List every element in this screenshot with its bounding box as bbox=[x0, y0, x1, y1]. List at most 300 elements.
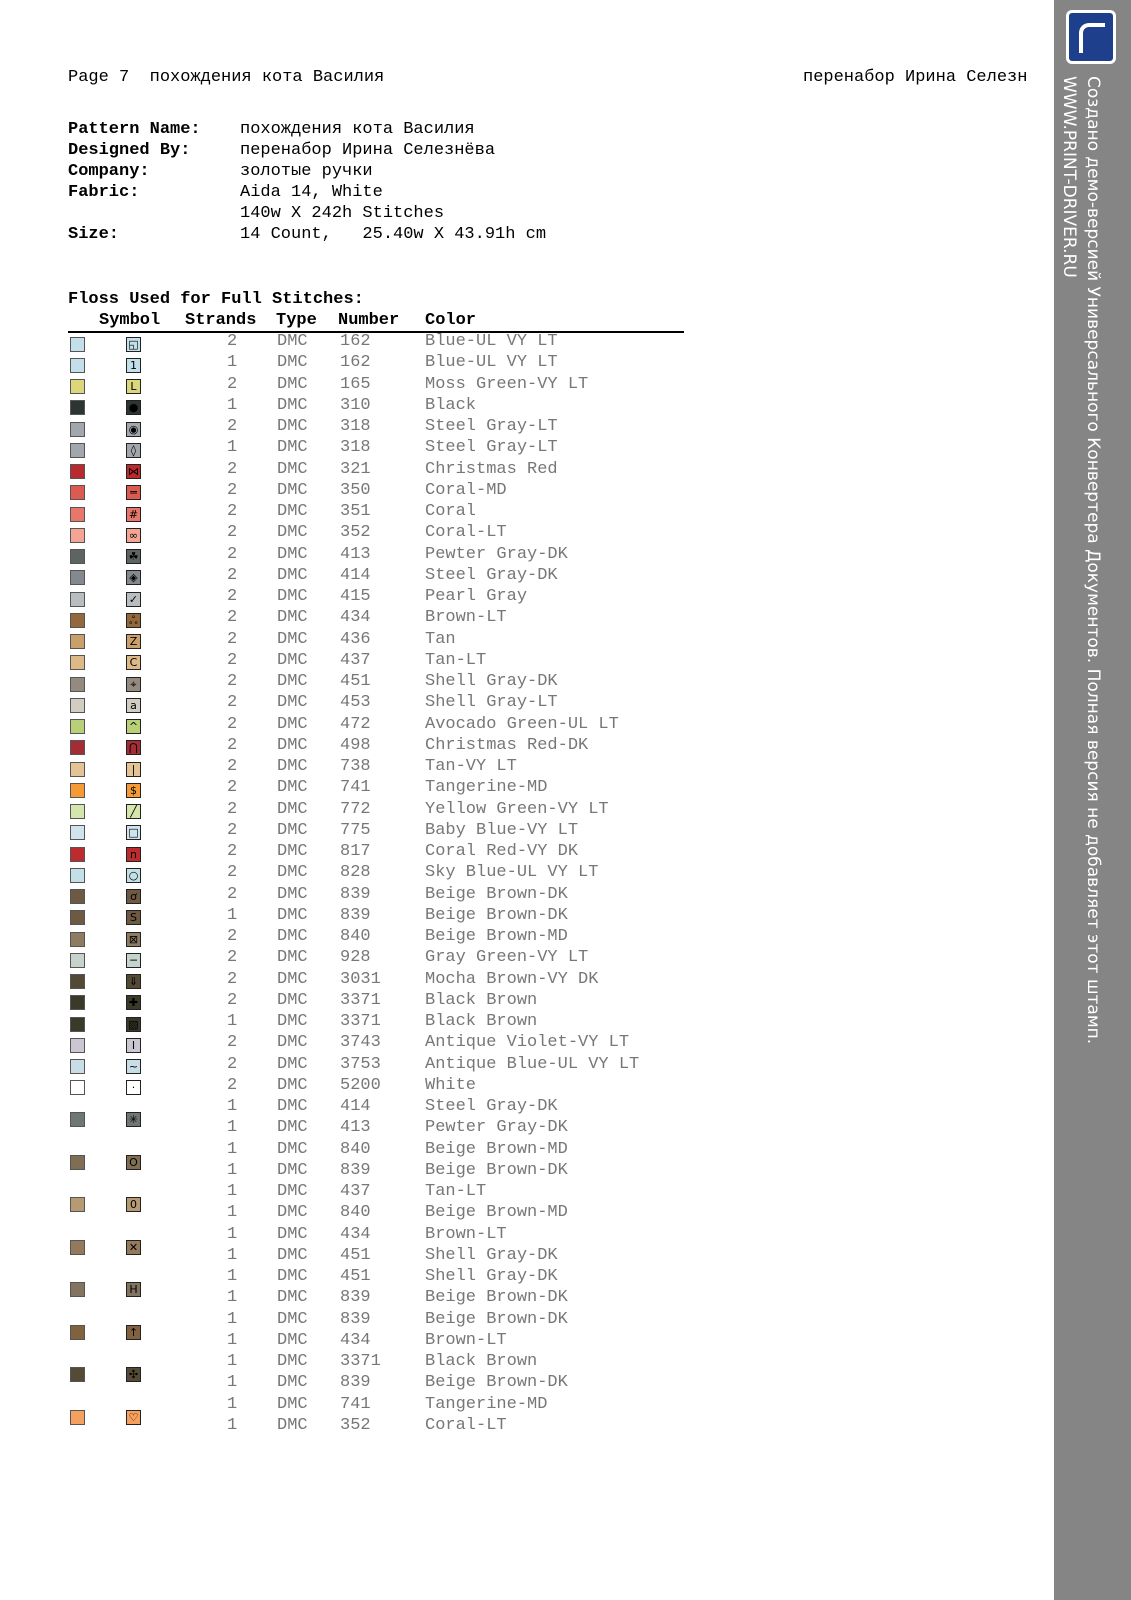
floss-type: DMC bbox=[277, 948, 308, 968]
info-value-company: золотые ручки bbox=[240, 162, 373, 181]
color-swatch bbox=[70, 570, 85, 585]
floss-type: DMC bbox=[277, 1267, 308, 1286]
floss-number: 321 bbox=[340, 459, 371, 479]
color-swatch bbox=[70, 613, 85, 628]
floss-color-name: Black Brown bbox=[425, 1352, 538, 1371]
floss-type: DMC bbox=[277, 1097, 308, 1116]
floss-number: 415 bbox=[340, 587, 371, 606]
floss-color-name: Steel Gray-LT bbox=[425, 438, 558, 458]
color-swatch bbox=[70, 1325, 85, 1340]
floss-type: DMC bbox=[277, 438, 308, 458]
floss-number: 453 bbox=[340, 693, 371, 713]
floss-strands: 2 bbox=[227, 842, 238, 861]
floss-color-name: Tan bbox=[425, 629, 456, 649]
stitch-symbol-icon: · bbox=[126, 1080, 141, 1095]
color-swatch bbox=[70, 783, 85, 798]
floss-type: DMC bbox=[277, 502, 308, 521]
floss-number: 472 bbox=[340, 714, 371, 734]
color-swatch bbox=[70, 464, 85, 479]
converter-logo-icon bbox=[1066, 10, 1116, 64]
floss-number: 741 bbox=[340, 1394, 371, 1414]
stitch-symbol-icon: ◈ bbox=[126, 570, 141, 585]
floss-type: DMC bbox=[277, 1054, 308, 1074]
color-swatch bbox=[70, 1155, 85, 1170]
info-label-company: Company: bbox=[68, 162, 150, 181]
floss-type: DMC bbox=[277, 1330, 308, 1350]
stitch-symbol-icon: ⋂ bbox=[126, 740, 141, 755]
info-label-designed-by: Designed By: bbox=[68, 141, 191, 160]
floss-strands: 2 bbox=[227, 969, 238, 989]
floss-color-name: Coral-LT bbox=[425, 523, 507, 543]
floss-strands: 1 bbox=[227, 905, 238, 925]
stitch-symbol-icon: 0 bbox=[126, 1197, 141, 1212]
floss-strands: 1 bbox=[227, 353, 238, 373]
floss-strands: 1 bbox=[227, 1139, 238, 1159]
floss-type: DMC bbox=[277, 417, 308, 436]
stitch-symbol-icon: O bbox=[126, 1155, 141, 1170]
stitch-symbol-icon: ஃ bbox=[126, 613, 141, 628]
floss-color-name: Pewter Gray-DK bbox=[425, 544, 568, 564]
stitch-symbol-icon: ⊠ bbox=[126, 932, 141, 947]
color-swatch bbox=[70, 592, 85, 607]
floss-color-name: Beige Brown-DK bbox=[425, 884, 568, 904]
floss-color-name: Beige Brown-MD bbox=[425, 1139, 568, 1159]
floss-color-name: Coral-MD bbox=[425, 480, 507, 500]
floss-strands: 2 bbox=[227, 990, 238, 1010]
floss-color-name: Blue-UL VY LT bbox=[425, 332, 558, 351]
color-swatch bbox=[70, 1059, 85, 1074]
floss-strands: 1 bbox=[227, 1097, 238, 1116]
floss-number: 3743 bbox=[340, 1033, 381, 1053]
stitch-symbol-icon: ▧ bbox=[126, 1017, 141, 1032]
floss-strands: 2 bbox=[227, 820, 238, 840]
floss-type: DMC bbox=[277, 735, 308, 755]
floss-number: 434 bbox=[340, 608, 371, 628]
floss-number: 318 bbox=[340, 417, 371, 436]
floss-strands: 2 bbox=[227, 1075, 238, 1095]
floss-strands: 2 bbox=[227, 863, 238, 883]
column-header-color: Color bbox=[425, 311, 477, 330]
floss-type: DMC bbox=[277, 884, 308, 904]
floss-number: 162 bbox=[340, 353, 371, 373]
floss-strands: 1 bbox=[227, 1118, 238, 1138]
floss-color-name: Shell Gray-DK bbox=[425, 1267, 558, 1286]
color-swatch bbox=[70, 889, 85, 904]
floss-type: DMC bbox=[277, 565, 308, 585]
stitch-symbol-icon: ● bbox=[126, 400, 141, 415]
color-swatch bbox=[70, 953, 85, 968]
info-value-designed-by: перенабор Ирина Селезнёва bbox=[240, 141, 496, 160]
color-swatch bbox=[70, 677, 85, 692]
floss-type: DMC bbox=[277, 353, 308, 373]
stitch-symbol-icon: ✚ bbox=[126, 995, 141, 1010]
floss-type: DMC bbox=[277, 778, 308, 798]
stitch-symbol-icon: ─ bbox=[126, 953, 141, 968]
stitch-symbol-icon: L bbox=[126, 379, 141, 394]
floss-strands: 2 bbox=[227, 332, 238, 351]
floss-color-name: Steel Gray-DK bbox=[425, 565, 558, 585]
stitch-symbol-icon: 1 bbox=[126, 358, 141, 373]
floss-color-name: Steel Gray-DK bbox=[425, 1097, 558, 1116]
floss-strands: 2 bbox=[227, 948, 238, 968]
floss-strands: 2 bbox=[227, 714, 238, 734]
color-swatch bbox=[70, 443, 85, 458]
floss-strands: 1 bbox=[227, 1182, 238, 1201]
stitch-symbol-icon: ○ bbox=[126, 868, 141, 883]
floss-number: 840 bbox=[340, 927, 371, 946]
color-swatch bbox=[70, 528, 85, 543]
color-swatch bbox=[70, 868, 85, 883]
color-swatch bbox=[70, 932, 85, 947]
floss-number: 414 bbox=[340, 565, 371, 585]
floss-number: 451 bbox=[340, 1267, 371, 1286]
floss-type: DMC bbox=[277, 480, 308, 500]
floss-color-name: Coral Red-VY DK bbox=[425, 842, 579, 861]
floss-type: DMC bbox=[277, 842, 308, 861]
floss-strands: 2 bbox=[227, 1054, 238, 1074]
floss-strands: 1 bbox=[227, 1224, 238, 1244]
stitch-symbol-icon: C bbox=[126, 655, 141, 670]
info-label-size: Size: bbox=[68, 225, 120, 244]
floss-strands: 2 bbox=[227, 544, 238, 564]
color-swatch bbox=[70, 1197, 85, 1212]
color-swatch bbox=[70, 740, 85, 755]
floss-color-name: Christmas Red bbox=[425, 459, 558, 479]
color-swatch bbox=[70, 698, 85, 713]
floss-color-name: Brown-LT bbox=[425, 1224, 507, 1244]
color-swatch bbox=[70, 1410, 85, 1425]
floss-type: DMC bbox=[277, 757, 308, 776]
floss-type: DMC bbox=[277, 629, 308, 649]
header-left: Page 7 похождения кота Василия bbox=[68, 68, 385, 87]
floss-strands: 1 bbox=[227, 1330, 238, 1350]
color-swatch bbox=[70, 358, 85, 373]
floss-strands: 1 bbox=[227, 1309, 238, 1329]
floss-strands: 1 bbox=[227, 1245, 238, 1265]
floss-strands: 2 bbox=[227, 757, 238, 776]
stitch-symbol-icon: ⌖ bbox=[126, 677, 141, 692]
floss-color-name: Tan-LT bbox=[425, 650, 487, 670]
color-swatch bbox=[70, 634, 85, 649]
floss-color-name: White bbox=[425, 1075, 477, 1095]
floss-number: 310 bbox=[340, 395, 371, 415]
floss-type: DMC bbox=[277, 1288, 308, 1308]
floss-strands: 1 bbox=[227, 1267, 238, 1286]
floss-number: 839 bbox=[340, 1160, 371, 1180]
color-swatch bbox=[70, 910, 85, 925]
color-swatch bbox=[70, 762, 85, 777]
floss-number: 741 bbox=[340, 778, 371, 798]
floss-strands: 2 bbox=[227, 608, 238, 628]
floss-number: 436 bbox=[340, 629, 371, 649]
floss-number: 828 bbox=[340, 863, 371, 883]
floss-number: 351 bbox=[340, 502, 371, 521]
stitch-symbol-icon: ◊ bbox=[126, 443, 141, 458]
floss-color-name: Black Brown bbox=[425, 1012, 538, 1031]
floss-type: DMC bbox=[277, 1160, 308, 1180]
column-header-symbol: Symbol bbox=[99, 311, 161, 330]
floss-type: DMC bbox=[277, 544, 308, 564]
floss-strands: 2 bbox=[227, 693, 238, 713]
color-swatch bbox=[70, 804, 85, 819]
floss-strands: 2 bbox=[227, 565, 238, 585]
stitch-symbol-icon: ◉ bbox=[126, 422, 141, 437]
floss-number: 738 bbox=[340, 757, 371, 776]
floss-color-name: Moss Green-VY LT bbox=[425, 374, 589, 394]
floss-number: 413 bbox=[340, 544, 371, 564]
column-header-strands: Strands bbox=[185, 311, 257, 330]
stitch-symbol-icon: ^ bbox=[126, 719, 141, 734]
info-label-fabric: Fabric: bbox=[68, 183, 140, 202]
color-swatch bbox=[70, 847, 85, 862]
color-swatch bbox=[70, 825, 85, 840]
color-swatch bbox=[70, 337, 85, 352]
floss-color-name: Sky Blue-UL VY LT bbox=[425, 863, 599, 883]
floss-color-name: Brown-LT bbox=[425, 1330, 507, 1350]
color-swatch bbox=[70, 379, 85, 394]
floss-strands: 1 bbox=[227, 1394, 238, 1414]
floss-type: DMC bbox=[277, 587, 308, 606]
floss-strands: 2 bbox=[227, 374, 238, 394]
floss-type: DMC bbox=[277, 459, 308, 479]
floss-number: 3371 bbox=[340, 990, 381, 1010]
floss-color-name: Coral-LT bbox=[425, 1415, 507, 1435]
floss-type: DMC bbox=[277, 693, 308, 713]
stitch-symbol-icon: ✣ bbox=[126, 1367, 141, 1382]
watermark-stamp bbox=[1054, 0, 1131, 1600]
floss-strands: 2 bbox=[227, 629, 238, 649]
color-swatch bbox=[70, 507, 85, 522]
floss-type: DMC bbox=[277, 395, 308, 415]
floss-strands: 2 bbox=[227, 523, 238, 543]
floss-number: 928 bbox=[340, 948, 371, 968]
stitch-symbol-icon: n bbox=[126, 847, 141, 862]
floss-strands: 2 bbox=[227, 799, 238, 819]
floss-color-name: Beige Brown-DK bbox=[425, 1373, 568, 1393]
floss-color-name: Shell Gray-LT bbox=[425, 693, 558, 713]
floss-number: 498 bbox=[340, 735, 371, 755]
info-value-size: 14 Count, 25.40w X 43.91h cm bbox=[240, 225, 547, 244]
floss-strands: 1 bbox=[227, 1373, 238, 1393]
floss-number: 3753 bbox=[340, 1054, 381, 1074]
floss-type: DMC bbox=[277, 1245, 308, 1265]
stitch-symbol-icon: ⇓ bbox=[126, 974, 141, 989]
color-swatch bbox=[70, 1240, 85, 1255]
floss-color-name: Steel Gray-LT bbox=[425, 417, 558, 436]
floss-type: DMC bbox=[277, 990, 308, 1010]
header-right: перенабор Ирина Селезн bbox=[803, 68, 1028, 87]
floss-strands: 1 bbox=[227, 1012, 238, 1031]
floss-color-name: Beige Brown-DK bbox=[425, 1309, 568, 1329]
floss-color-name: Tan-LT bbox=[425, 1182, 487, 1201]
floss-number: 3371 bbox=[340, 1352, 381, 1371]
stitch-symbol-icon: ✕ bbox=[126, 1240, 141, 1255]
floss-number: 839 bbox=[340, 1288, 371, 1308]
floss-type: DMC bbox=[277, 1139, 308, 1159]
floss-type: DMC bbox=[277, 863, 308, 883]
floss-type: DMC bbox=[277, 905, 308, 925]
floss-strands: 1 bbox=[227, 1415, 238, 1435]
floss-number: 772 bbox=[340, 799, 371, 819]
floss-strands: 2 bbox=[227, 735, 238, 755]
floss-number: 451 bbox=[340, 672, 371, 691]
color-swatch bbox=[70, 719, 85, 734]
floss-number: 839 bbox=[340, 884, 371, 904]
floss-number: 5200 bbox=[340, 1075, 381, 1095]
stitch-symbol-icon: a bbox=[126, 698, 141, 713]
floss-strands: 2 bbox=[227, 417, 238, 436]
stitch-symbol-icon: ◱ bbox=[126, 337, 141, 352]
info-value-stitches: 140w X 242h Stitches bbox=[240, 204, 445, 223]
floss-strands: 2 bbox=[227, 927, 238, 946]
floss-number: 352 bbox=[340, 523, 371, 543]
floss-color-name: Shell Gray-DK bbox=[425, 672, 558, 691]
color-swatch bbox=[70, 1017, 85, 1032]
color-swatch bbox=[70, 422, 85, 437]
floss-number: 162 bbox=[340, 332, 371, 351]
floss-number: 414 bbox=[340, 1097, 371, 1116]
stitch-symbol-icon: ~ bbox=[126, 1059, 141, 1074]
floss-color-name: Mocha Brown-VY DK bbox=[425, 969, 599, 989]
floss-type: DMC bbox=[277, 1118, 308, 1138]
floss-type: DMC bbox=[277, 820, 308, 840]
floss-type: DMC bbox=[277, 1415, 308, 1435]
floss-type: DMC bbox=[277, 799, 308, 819]
color-swatch bbox=[70, 1080, 85, 1095]
stitch-symbol-icon: I bbox=[126, 1038, 141, 1053]
floss-number: 413 bbox=[340, 1118, 371, 1138]
stitch-symbol-icon: # bbox=[126, 507, 141, 522]
floss-type: DMC bbox=[277, 714, 308, 734]
floss-strands: 2 bbox=[227, 672, 238, 691]
floss-type: DMC bbox=[277, 1203, 308, 1223]
color-swatch bbox=[70, 1282, 85, 1297]
color-swatch bbox=[70, 995, 85, 1010]
floss-type: DMC bbox=[277, 1373, 308, 1393]
floss-color-name: Yellow Green-VY LT bbox=[425, 799, 609, 819]
info-value-fabric: Aida 14, White bbox=[240, 183, 383, 202]
color-swatch bbox=[70, 1112, 85, 1127]
floss-color-name: Beige Brown-DK bbox=[425, 905, 568, 925]
floss-number: 437 bbox=[340, 1182, 371, 1201]
floss-color-name: Black bbox=[425, 395, 477, 415]
stitch-symbol-icon: ↑ bbox=[126, 1325, 141, 1340]
floss-number: 318 bbox=[340, 438, 371, 458]
floss-strands: 2 bbox=[227, 502, 238, 521]
floss-number: 352 bbox=[340, 1415, 371, 1435]
floss-strands: 1 bbox=[227, 1160, 238, 1180]
floss-color-name: Tan-VY LT bbox=[425, 757, 517, 776]
floss-type: DMC bbox=[277, 608, 308, 628]
floss-number: 3371 bbox=[340, 1012, 381, 1031]
floss-type: DMC bbox=[277, 650, 308, 670]
stitch-symbol-icon: ∞ bbox=[126, 528, 141, 543]
floss-color-name: Tangerine-MD bbox=[425, 1394, 548, 1414]
floss-color-name: Beige Brown-MD bbox=[425, 927, 568, 946]
info-value-pattern-name: похождения кота Василия bbox=[240, 120, 475, 139]
floss-type: DMC bbox=[277, 1352, 308, 1371]
stitch-symbol-icon: Z bbox=[126, 634, 141, 649]
floss-color-name: Pewter Gray-DK bbox=[425, 1118, 568, 1138]
floss-number: 437 bbox=[340, 650, 371, 670]
stitch-symbol-icon: ☘ bbox=[126, 549, 141, 564]
color-swatch bbox=[70, 974, 85, 989]
floss-type: DMC bbox=[277, 1394, 308, 1414]
floss-color-name: Black Brown bbox=[425, 990, 538, 1010]
floss-type: DMC bbox=[277, 1182, 308, 1201]
floss-number: 434 bbox=[340, 1330, 371, 1350]
floss-number: 434 bbox=[340, 1224, 371, 1244]
floss-number: 840 bbox=[340, 1139, 371, 1159]
floss-number: 165 bbox=[340, 374, 371, 394]
floss-type: DMC bbox=[277, 1033, 308, 1053]
floss-table-title: Floss Used for Full Stitches: bbox=[68, 290, 364, 309]
floss-color-name: Avocado Green-UL LT bbox=[425, 714, 619, 734]
floss-color-name: Coral bbox=[425, 502, 477, 521]
floss-strands: 1 bbox=[227, 438, 238, 458]
floss-type: DMC bbox=[277, 672, 308, 691]
floss-number: 839 bbox=[340, 1373, 371, 1393]
floss-type: DMC bbox=[277, 523, 308, 543]
floss-color-name: Pearl Gray bbox=[425, 587, 528, 606]
floss-number: 775 bbox=[340, 820, 371, 840]
stitch-symbol-icon: S bbox=[126, 910, 141, 925]
floss-type: DMC bbox=[277, 1309, 308, 1329]
floss-type: DMC bbox=[277, 332, 308, 351]
floss-type: DMC bbox=[277, 927, 308, 946]
floss-color-name: Beige Brown-DK bbox=[425, 1288, 568, 1308]
floss-number: 451 bbox=[340, 1245, 371, 1265]
floss-strands: 2 bbox=[227, 778, 238, 798]
floss-color-name: Blue-UL VY LT bbox=[425, 353, 558, 373]
color-swatch bbox=[70, 1038, 85, 1053]
watermark-url: WWW.PRINT-DRIVER.RU bbox=[1059, 76, 1079, 278]
floss-strands: 2 bbox=[227, 459, 238, 479]
floss-color-name: Brown-LT bbox=[425, 608, 507, 628]
color-swatch bbox=[70, 485, 85, 500]
floss-number: 839 bbox=[340, 1309, 371, 1329]
floss-color-name: Baby Blue-VY LT bbox=[425, 820, 579, 840]
floss-strands: 1 bbox=[227, 1288, 238, 1308]
stitch-symbol-icon: | bbox=[126, 762, 141, 777]
color-swatch bbox=[70, 655, 85, 670]
floss-number: 350 bbox=[340, 480, 371, 500]
floss-color-name: Antique Violet-VY LT bbox=[425, 1033, 630, 1053]
info-label-pattern-name: Pattern Name: bbox=[68, 120, 201, 139]
floss-strands: 2 bbox=[227, 480, 238, 500]
floss-color-name: Beige Brown-MD bbox=[425, 1203, 568, 1223]
stitch-symbol-icon: ơ bbox=[126, 889, 141, 904]
floss-number: 839 bbox=[340, 905, 371, 925]
floss-number: 840 bbox=[340, 1203, 371, 1223]
color-swatch bbox=[70, 1367, 85, 1382]
color-swatch bbox=[70, 400, 85, 415]
watermark-text: Создано демо-версией Универсального Конвертера Документов. Полная версия не добавляет этот штамп. bbox=[1083, 76, 1103, 1045]
floss-strands: 1 bbox=[227, 1203, 238, 1223]
floss-type: DMC bbox=[277, 1012, 308, 1031]
stitch-symbol-icon: ╱ bbox=[126, 804, 141, 819]
floss-color-name: Antique Blue-UL VY LT bbox=[425, 1054, 640, 1074]
stitch-symbol-icon: ♡ bbox=[126, 1410, 141, 1425]
floss-color-name: Tangerine-MD bbox=[425, 778, 548, 798]
floss-number: 3031 bbox=[340, 969, 381, 989]
stitch-symbol-icon: ═ bbox=[126, 485, 141, 500]
floss-color-name: Shell Gray-DK bbox=[425, 1245, 558, 1265]
stitch-symbol-icon: H bbox=[126, 1282, 141, 1297]
stitch-symbol-icon: □ bbox=[126, 825, 141, 840]
floss-type: DMC bbox=[277, 1224, 308, 1244]
floss-type: DMC bbox=[277, 1075, 308, 1095]
